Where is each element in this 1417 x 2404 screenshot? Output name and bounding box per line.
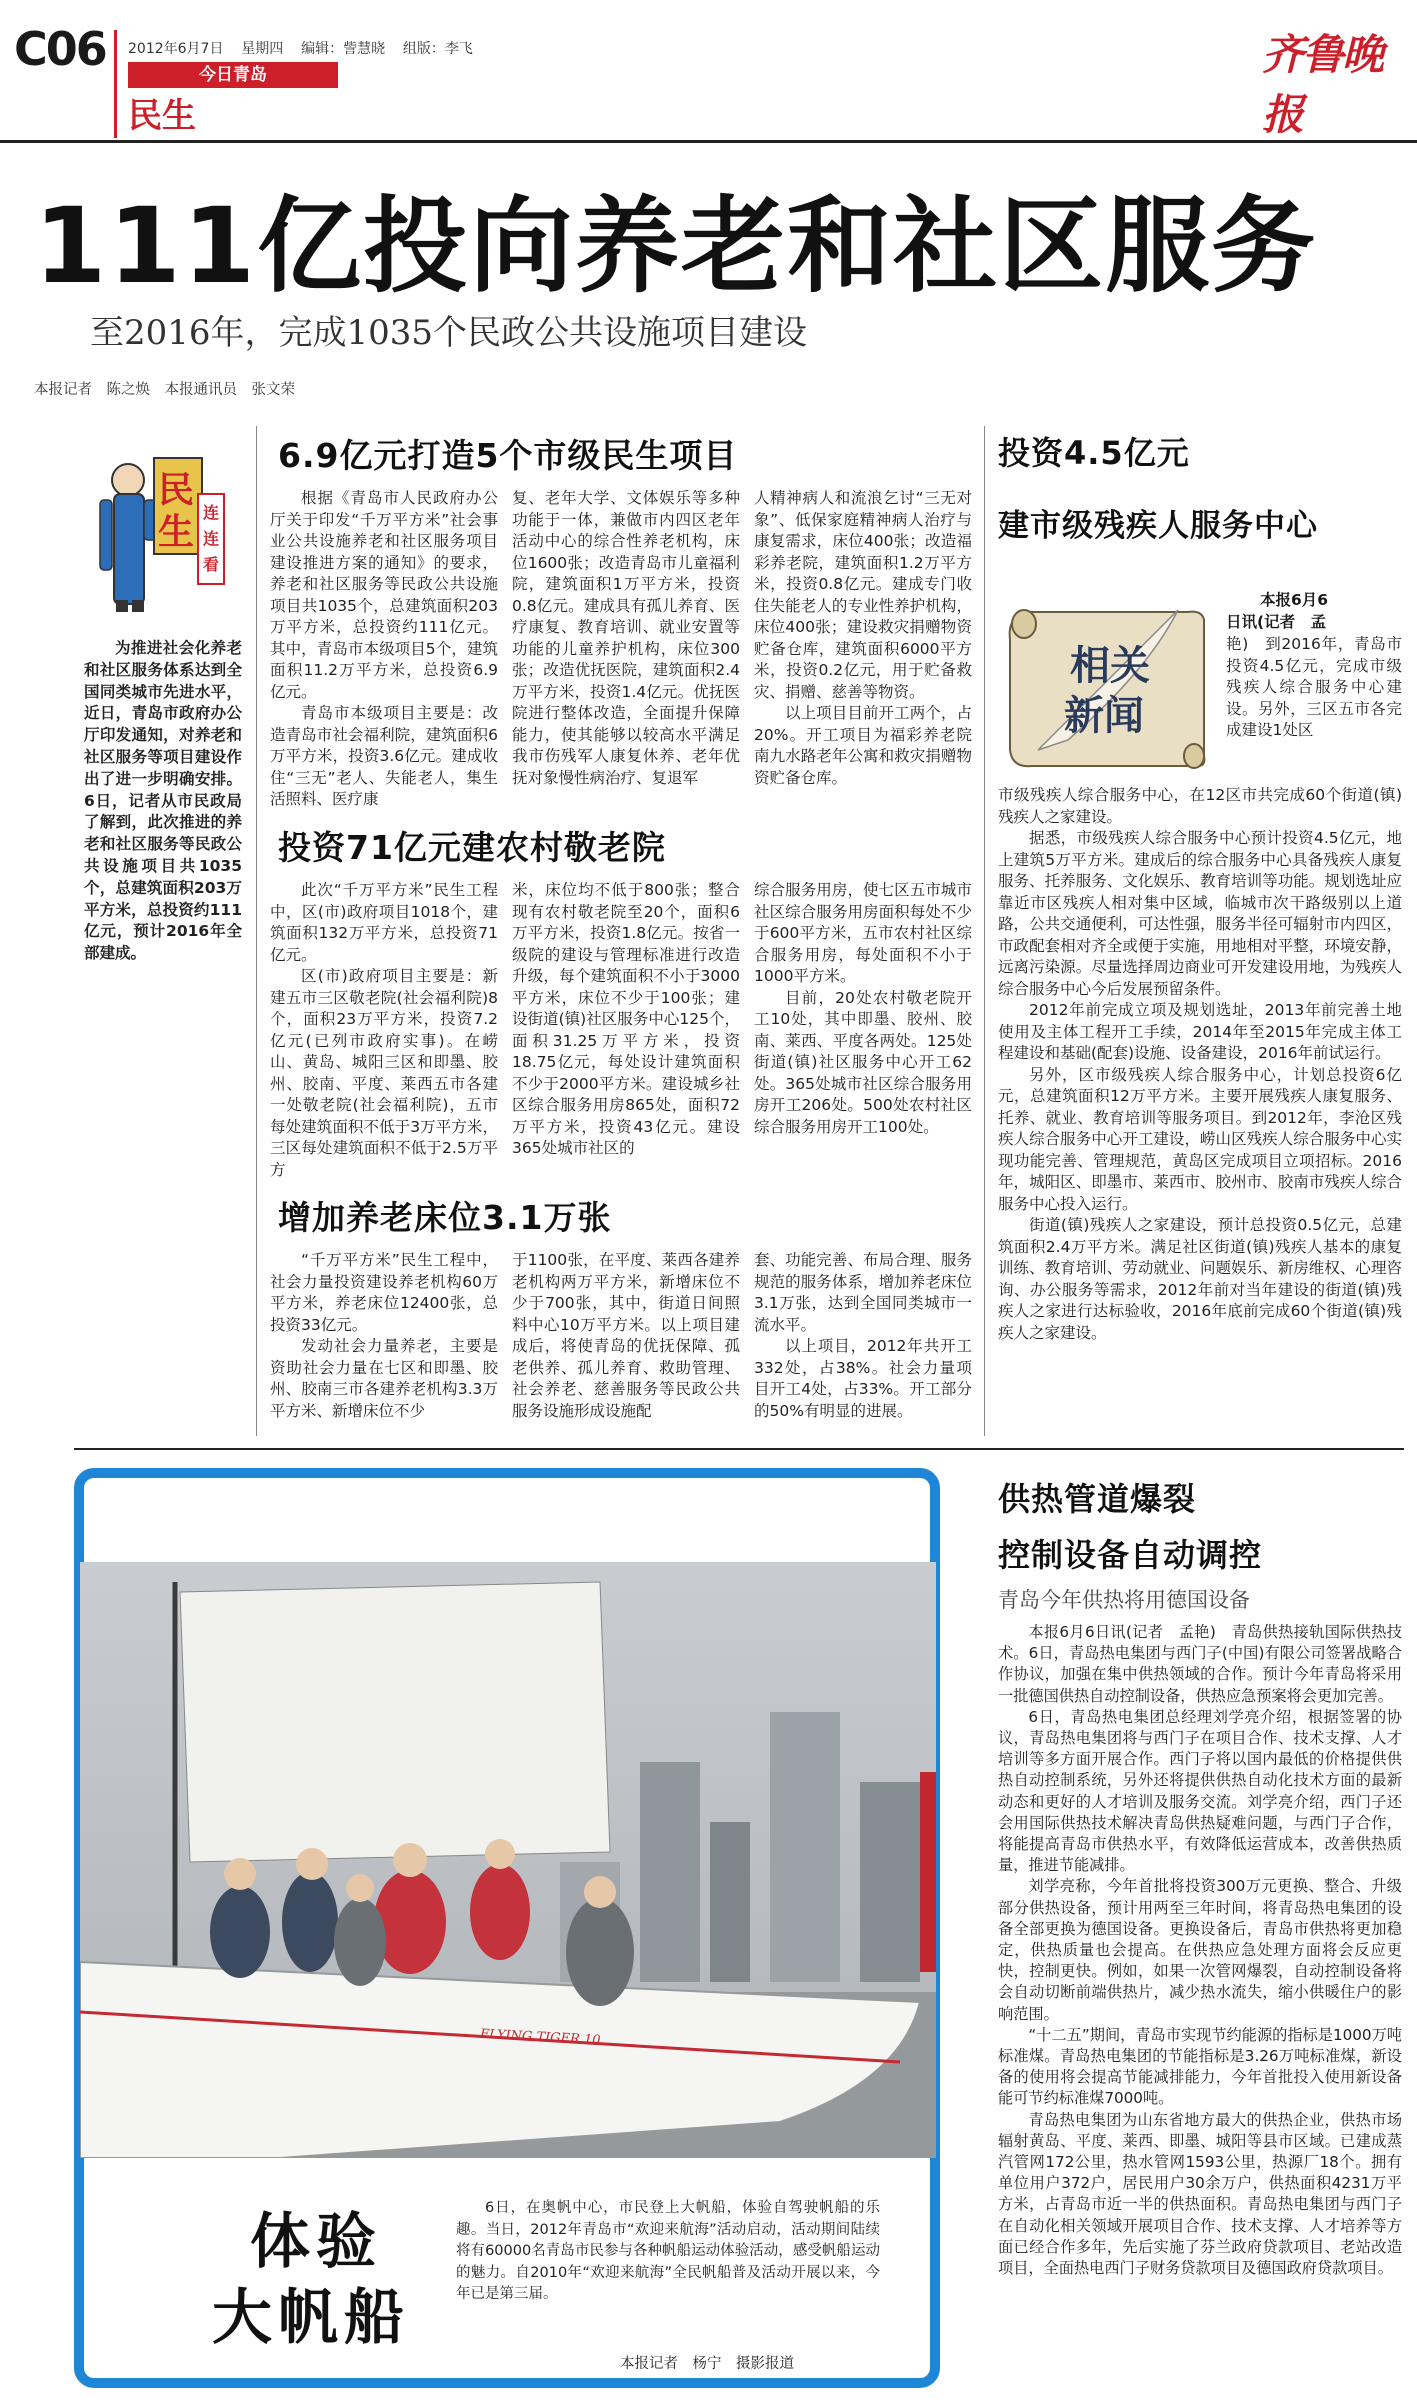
badge-char-2: 生: [158, 512, 195, 553]
issue-date: 2012年6月7日: [128, 41, 224, 57]
right-story-heading-2: 建市级残疾人服务中心: [998, 508, 1318, 544]
column-divider: [256, 426, 257, 1436]
article-column: [754, 1250, 972, 1422]
page-title: 111亿投向养老和社区服务: [34, 185, 1318, 307]
article-column: [270, 880, 498, 1181]
issue-weekday: 星期四: [241, 41, 284, 57]
article-column: [270, 1250, 498, 1422]
paragraph: 据悉，市级残疾人综合服务中心预计投资4.5亿元，地上建筑5万平方米。建成后的综合服务中心具备残疾人康复服务、托养服务、文化娱乐、教育培训等功能。规划选址应靠近市区残疾人相对集中区域，临城市次干路级别以上道路，公共交通便利，可达性强，服务半径可辐射市内四区，市政配套相对齐全或便于实施，用地相对平整，环境安静，远离污染源。尽量选择周边商业可开发建设用地，为残疾人综合服务中心今后发展预留条件。: [998, 829, 1402, 998]
hull-lettering: FLYING TIGER 10: [479, 2026, 601, 2049]
section-rule: [74, 1448, 1404, 1450]
paragraph: 人精神病人和流浪乞讨“三无对象”、低保家庭精神病人治疗与康复需求，床位400张；改造福彩养老院，建筑面积1.2万平方米，投资0.8亿元。建成专门收住失能老人的专业性养护机构，床位400张；建设救灾捐赠物资贮备仓库，建筑面积6000平方米，投资0.2亿元，用于贮备救灾、捐赠、慈善等物资。: [754, 489, 972, 701]
section-name: 民生: [128, 96, 196, 136]
article-column: [998, 785, 1402, 1344]
masthead-logo: 齐鲁晚报: [1262, 30, 1383, 139]
paragraph: 米，床位均不低于800张；整合现有农村敬老院至20个，面积6万平方米，投资1.8亿元。按省一级院的建设与管理标准进行改造升级，每个建筑面积不小于3000平方米，床位不少于100张；建设街道(镇)社区服务中心125个，面积31.25万平方米，投资18.75亿元，每处设计建筑面积不少于2000平方米。建设城乡社区综合服务用房865处，面积72万平方米，投资43亿元。建设365处城市社区的: [512, 881, 740, 1157]
layout-editor: 组版：李飞: [402, 41, 473, 57]
paragraph: 刘学亮称，今年首批将投资300万元更换、整合、升级部分供热设备，预计用两至三年时间，将青岛热电集团的设备全部更换为德国设备。更换设备后，青岛市供热将更加稳定，供热质量也会提高。在供热应急处理方面将会反应更快，控制更快。例如，如果一次管网爆裂，自动控制设备将会自动切断前端供热片，减少热水流失，缩小供暖住户的影响范围。: [998, 1877, 1402, 2023]
paragraph: 街道(镇)残疾人之家建设，预计总投资0.5亿元，总建筑面积2.4万平方米。满足社区街道(镇)残疾人基本的康复训练、教育培训、劳动就业、问题娱乐、新房维权、心理咨询、办公服务等需求，2012年前对当年建设的街道(镇)残疾人之家进行达标验收，2016年底前完成60个街道(镇)残疾人之家建设。: [998, 1216, 1402, 1342]
editor: 编辑：訾慧晓: [301, 41, 386, 57]
header-rule: [0, 140, 1417, 143]
section-heading: 6.9亿元打造5个市级民生项目: [278, 436, 738, 475]
paragraph: 艳) 到2016年，青岛市投资4.5亿元，完成市级残疾人综合服务中心建设。另外，三区五市各完成建设1处区: [1226, 635, 1402, 739]
heat-story-title-2: 控制设备自动调控: [998, 1536, 1263, 1574]
article-column: [512, 880, 740, 1160]
photo-caption: 6日，在奥帆中心，市民登上大帆船，体验自驾驶帆船的乐趣。当日，2012年青岛市“欢迎来航海”活动启动，活动期间陆续将有60000名青岛市民参与各种帆船运动体验活动，感受帆船运动的魅力。自2010年“欢迎来航海”全民帆船普及活动开展以来，今年已是第三届。: [456, 2200, 880, 2302]
heat-story-title-1: 供热管道爆裂: [998, 1480, 1197, 1518]
paragraph: 另外，区市级残疾人综合服务中心，计划总投资6亿元，总建筑面积12万平方米。主要开展残疾人康复服务、托养、就业、教育培训等服务项目。到2012年，李沧区残疾人综合服务中心开工建设，崂山区残疾人综合服务中心实现功能完善、管理规范，黄岛区完成项目立项招标。2016年，城阳区、即墨市、莱西市、胶州市、胶南市残疾人综合服务中心投入运行。: [998, 1065, 1402, 1213]
right-story-heading-1: 投资4.5亿元: [998, 434, 1190, 472]
article-column: [512, 1250, 740, 1422]
paragraph: 青岛热电集团为山东省地方最大的供热企业，供热市场辐射黄岛、平度、莱西、即墨、城阳等县市区域。已建成蒸汽管网172公里，热水管网1593公里，热源厂18个。拥有单位用户372户，居民用户30余万户，供热面积4231万平方米，占青岛市近一半的供热面积。青岛热电集团与西门子在自动化相关领域开展项目合作、技术支撑、人才培养等方面已经合作多年，先后实施了芬兰政府贷款项目、老站改造项目，全面热电西门子财务贷款项目及德国政府贷款项目。: [998, 2110, 1402, 2278]
sailboat-photo: [80, 1562, 936, 2158]
page-subtitle: 至2016年，完成1035个民政公共设施项目建设: [90, 313, 808, 353]
paragraph: 于1100张，在平度、莱西各建养老机构两万平方米，新增床位不少于700张，其中，街道日间照料中心10万平方米。以上项目建成后，将使青岛的优抚保障、孤老供养、孤儿养育、救助管理、社会养老、慈善服务等民政公共服务设施形成设施配: [512, 1251, 740, 1420]
paragraph: 6日，青岛热电集团总经理刘学亮介绍，根据签署的协议，青岛热电集团将与西门子在项目合作、技术支撑、人才培训等多方面开展合作。西门子将以国内最低的价格提供供热自动控制系统，另外还将提供供热自动化技术方面的最新动态和更好的人才培训及服务交流。刘学亮介绍，西门子还会用国际供热技术解决青岛供热疑难问题，与西门子合作，将能提高青岛市供热水平，有效降低运营成本，改善供热质量，推进节能减排。: [998, 1707, 1402, 1875]
article-column: [998, 1622, 1402, 2279]
article-column: [754, 488, 972, 789]
article-column: [754, 880, 972, 1138]
section-heading: 增加养老床位3.1万张: [278, 1198, 612, 1237]
paragraph: 根据《青岛市人民政府办公厅关于印发“千万平方米”社会事业公共设施养老和社区服务项目建设推进方案的通知》的要求，养老和社区服务等民政公共设施项目共1035个，总建筑面积203万平方米，总投资约111亿元。其中，青岛市本级项目5个，建筑面积11.2万平方米，总投资6.9亿元。: [270, 489, 498, 701]
photo-credit: 本报记者 杨宁 摄影报道: [620, 2356, 794, 2372]
paragraph: 目前，20处农村敬老院开工10处，其中即墨、胶州、胶南、莱西、平度各两处。125处街道(镇)社区服务中心开工62处。365处城市社区综合服务用房开工206处。500处农村社区综合服务用房开工100处。: [754, 988, 972, 1136]
paragraph: 青岛市本级项目主要是：改造青岛市社会福利院，建筑面积6万平方米，投资3.6亿元。建成收住“三无”老人、失能老人，集生活照料、医疗康: [270, 704, 498, 808]
page-number: C06: [14, 22, 106, 76]
header-vertical-rule: [114, 30, 117, 138]
badge-char-1: 民: [158, 470, 195, 511]
related-news-badge: [998, 580, 1214, 780]
dateline: 日讯(记者 孟: [1226, 613, 1327, 631]
article-column: [270, 488, 498, 811]
paragraph: 此次“千万平方米”民生工程中，区(市)政府项目1018个，建筑面积132万平方米，总投资71亿元。: [270, 881, 498, 964]
heat-story-subtitle: 青岛今年供热将用德国设备: [998, 1588, 1250, 1612]
section-tag: 今日青岛: [128, 62, 338, 88]
sailboat-image: [80, 1562, 936, 2158]
badge-tag: 连连看: [203, 503, 220, 574]
paragraph: 发动社会力量养老，主要是资助社会力量在七区和即墨、胶州、胶南三市各建养老机构3.3万平方米、新增床位不少: [270, 1337, 498, 1420]
paragraph: “千万平方米”民生工程中，社会力量投资建设养老机构60万平方米，养老床位12400张，总投资33亿元。: [270, 1251, 498, 1334]
header-meta: [128, 38, 473, 58]
paragraph: 本报6月6日讯(记者 孟艳) 青岛供热接轨国际供热技术。6日，青岛热电集团与西门子(中国)有限公司签署战略合作协议，加强在集中供热领域的合作。预计今年青岛将采用一批德国供热自动控制设备，供热应急预案将会更加完善。: [998, 1623, 1402, 1705]
photo-title-1: 体验: [250, 2207, 382, 2277]
article-column: [512, 488, 740, 789]
paragraph: 套、功能完善、布局合理、服务规范的服务体系，增加养老床位3.1万张，达到全国同类城市一流水平。: [754, 1251, 972, 1334]
byline: 本报记者 陈之焕 本报通讯员 张文荣: [34, 382, 295, 398]
paragraph: 市级残疾人综合服务中心，在12区市共完成60个街道(镇)残疾人之家建设。: [998, 786, 1402, 826]
paragraph: 以上项目目前开工两个，占20%。开工项目为福彩养老院南九水路老年公寓和救灾捐赠物资贮备仓库。: [754, 704, 972, 787]
column-divider: [984, 426, 985, 1436]
photo-title-2: 大帆船: [212, 2283, 410, 2353]
paragraph: “十二五”期间，青岛市实现节约能源的指标是1000万吨标准煤。青岛热电集团的节能指标是3.26万吨标准煤，新设备的使用将会提高节能减排能力，今年首批投入使用新设备能可节约标准煤7000吨。: [998, 2025, 1402, 2108]
paragraph: 以上项目，2012年共开工332处，占38%。社会力量项目开工4处，占33%。开工部分的50%有明显的进展。: [754, 1337, 972, 1420]
dateline: 本报6月6: [1260, 591, 1329, 609]
paragraph: 复、老年大学、文体娱乐等多种功能于一体，兼做市内四区老年活动中心的综合性养老机构，床位1600张；改造青岛市儿童福利院，建筑面积1万平方米，投资0.8亿元。建成具有孤儿养育、医疗康复、教育培训、就业安置等功能的儿童养护机构，床位300张；改造优抚医院，建筑面积2.4万平方米，投资1.4亿元。优抚医院进行整体改造，全面提升保障能力，使其能够以较高水平满足我市伤残军人康复休养、老年优抚对象慢性病治疗、复退军: [512, 489, 740, 787]
related-news-line-2: 新闻: [1064, 692, 1144, 739]
paragraph: 2012年前完成立项及规划选址，2013年前完善土地使用及主体工程开工手续，2014年至2015年完成主体工程建设和基础(配套)设施、设备建设，2016年前试运行。: [998, 1001, 1402, 1062]
minsheng-badge: [70, 438, 230, 618]
related-news-line-1: 相关: [1070, 642, 1150, 689]
section-heading: 投资71亿元建农村敬老院: [278, 828, 666, 867]
paragraph: 综合服务用房，使七区五市城市社区综合服务用房面积每处不少于600平方米，五市农村社区综合服务用房，每处面积不小于1000平方米。: [754, 881, 972, 985]
paragraph: 区(市)政府项目主要是：新建五市三区敬老院(社会福利院)8个，面积23万平方米，投资7.2亿元(已列市政府实事)。在崂山、黄岛、城阳三区和即墨、胶州、胶南、平度、莱西五市各建一处敬老院(社会福利院)，五市每处建筑面积不低于3万平方米，三区每处建筑面积不低于2.5万平方: [270, 967, 498, 1179]
lead-paragraph: 为推进社会化养老和社区服务体系达到全国同类城市先进水平，近日，青岛市政府办公厅印发通知，对养老和社区服务等项目建设作出了进一步明确安排。6日，记者从市民政局了解到，此次推进的养老和社区服务等民政公共设施项目共1035个，总建筑面积203万平方米，总投资约111亿元，预计2016年全部建成。: [84, 639, 242, 963]
